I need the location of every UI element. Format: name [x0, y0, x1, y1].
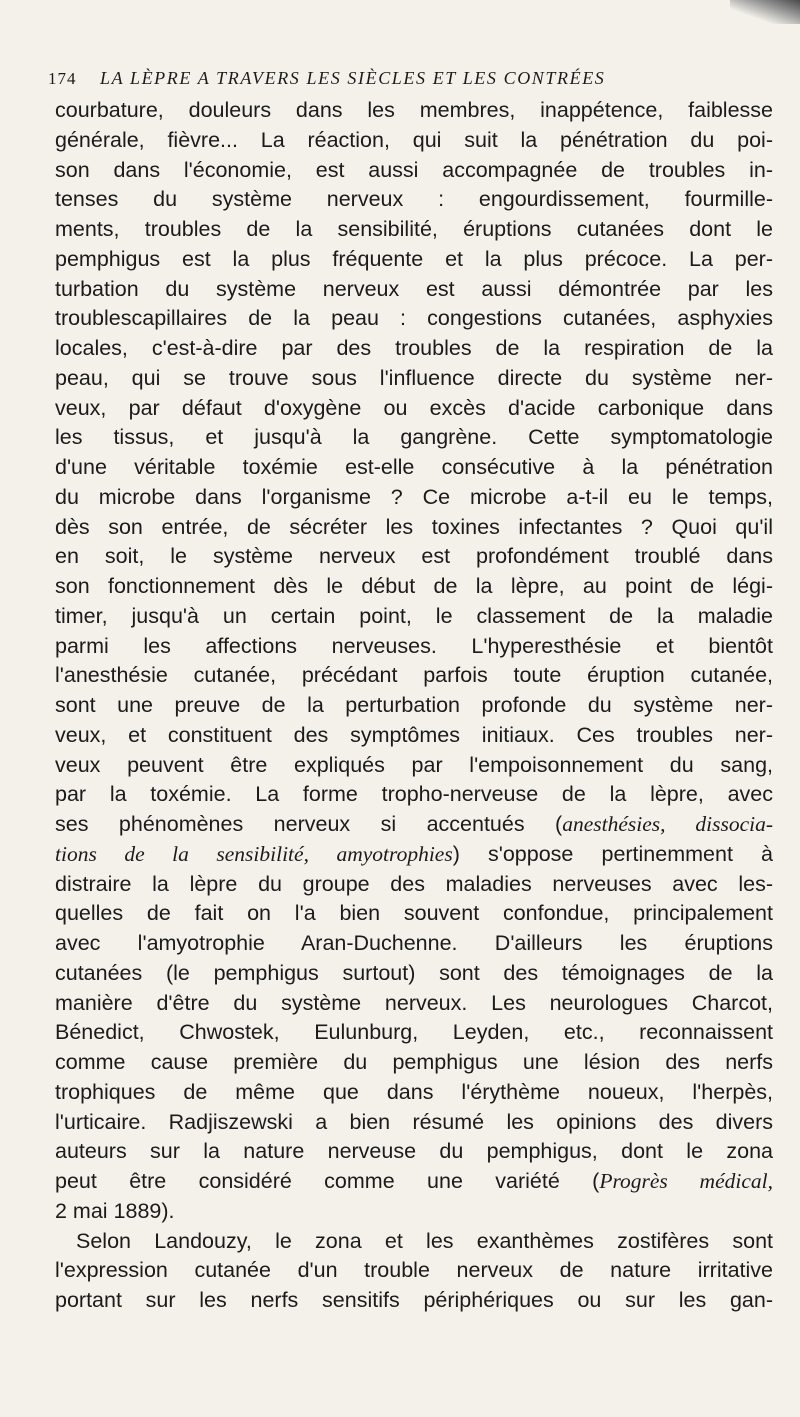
text-line: Bénedict, Chwostek, Eulunburg, Leyden, etc., reconnaissent	[55, 1020, 773, 1045]
text-line: cutanées (le pemphigus surtout) sont des témoignages de la	[55, 960, 773, 985]
scan-corner-shadow	[730, 0, 800, 24]
text-line: trophiques de même que dans l'érythème noueux, l'herpès,	[55, 1079, 773, 1104]
text-line: son dans l'économie, est aussi accompagnée de troubles in-	[55, 157, 773, 182]
text-line: dès son entrée, de sécréter les toxines infectantes ? Quoi qu'il	[55, 514, 773, 539]
body-text	[55, 96, 773, 1316]
page-number: 174	[48, 69, 77, 88]
text-line	[55, 1167, 773, 1197]
text-line: timer, jusqu'à un certain point, le classement de la maladie	[55, 603, 773, 628]
text-line: tenses du système nerveux : engourdissement, fourmille-	[55, 187, 773, 212]
text-line: courbature, douleurs dans les membres, inappétence, faiblesse	[55, 98, 773, 122]
text-line: parmi les affections nerveuses. L'hyperesthésie et bientôt	[55, 633, 773, 658]
text-line: locales, c'est-à-dire par des troubles de la respiration de la	[55, 336, 773, 360]
text-line: peau, qui se trouve sous l'influence directe du système ner-	[55, 365, 773, 390]
text-line: quelles de fait on l'a bien souvent confondue, principalement	[55, 901, 773, 926]
text-line: portant sur les nerfs sensitifs périphériques ou sur les gan-	[55, 1288, 773, 1312]
italic-text-segment: anesthésies, dissocia-	[562, 812, 774, 836]
text-line: l'anesthésie cutanée, précédant parfois toute éruption cutanée,	[55, 663, 773, 688]
running-title: LA LÈPRE A TRAVERS LES SIÈCLES ET LES CONTRÉES	[100, 68, 606, 88]
text-line: par la toxémie. La forme tropho-nerveuse de la lèpre, avec	[55, 782, 773, 807]
text-line: veux, et constituent des symptômes initiaux. Ces troubles ner-	[55, 722, 773, 747]
text-line: d'une véritable toxémie est-elle consécutive à la pénétration	[55, 455, 773, 479]
italic-text-segment: Progrès médical,	[599, 1169, 773, 1193]
text-line: l'expression cutanée d'un trouble nerveux de nature irritative	[55, 1258, 773, 1283]
text-segment: peut être considéré comme une variété (	[55, 1169, 600, 1193]
text-line: pemphigus est la plus fréquente et la plus précoce. La per-	[55, 246, 773, 271]
text-segment: ses phénomènes nerveux si accentués (	[55, 812, 563, 836]
text-line: comme cause première du pemphigus une lésion des nerfs	[55, 1050, 773, 1074]
text-line: auteurs sur la nature nerveuse du pemphigus, dont le zona	[55, 1139, 773, 1164]
text-line: troublescapillaires de la peau : congestions cutanées, asphyxies	[55, 306, 773, 331]
text-segment: ) s'oppose pertinemment à	[452, 841, 773, 866]
text-line: veux peuvent être expliqués par l'empoisonnement du sang,	[55, 752, 773, 777]
text-line: l'urticaire. Radjiszewski a bien résumé les opinions des divers	[55, 1109, 773, 1134]
running-header	[48, 68, 768, 89]
text-line: du microbe dans l'organisme ? Ce microbe a-t-il eu le temps,	[55, 484, 773, 509]
text-line: distraire la lèpre du groupe des maladies nerveuses avec les-	[55, 871, 773, 896]
text-line: avec l'amyotrophie Aran-Duchenne. D'ailleurs les éruptions	[55, 931, 773, 955]
text-line: manière d'être du système nerveux. Les neurologues Charcot,	[55, 990, 773, 1015]
text-line: générale, fièvre... La réaction, qui suit la pénétration du poi-	[55, 127, 773, 152]
text-line: en soit, le système nerveux est profondément troublé dans	[55, 544, 773, 569]
text-line: veux, par défaut d'oxygène ou excès d'acide carbonique dans	[55, 395, 773, 420]
italic-text-segment: tions de la sensibilité, amyotrophies	[55, 841, 453, 866]
text-line: Selon Landouzy, le zona et les exanthèmes zostifères sont	[76, 1228, 773, 1253]
text-line: 2 mai 1889).	[55, 1198, 175, 1223]
text-line: sont une preuve de la perturbation profonde du système ner-	[55, 693, 773, 717]
text-line	[55, 840, 773, 870]
text-line: les tissus, et jusqu'à la gangrène. Cette symptomatologie	[55, 425, 773, 450]
text-line	[55, 810, 773, 840]
text-line: son fonctionnement dès le début de la lèpre, au point de légi-	[55, 574, 773, 598]
text-line: turbation du système nerveux est aussi démontrée par les	[55, 276, 773, 301]
text-line: ments, troubles de la sensibilité, éruptions cutanées dont le	[55, 217, 773, 241]
